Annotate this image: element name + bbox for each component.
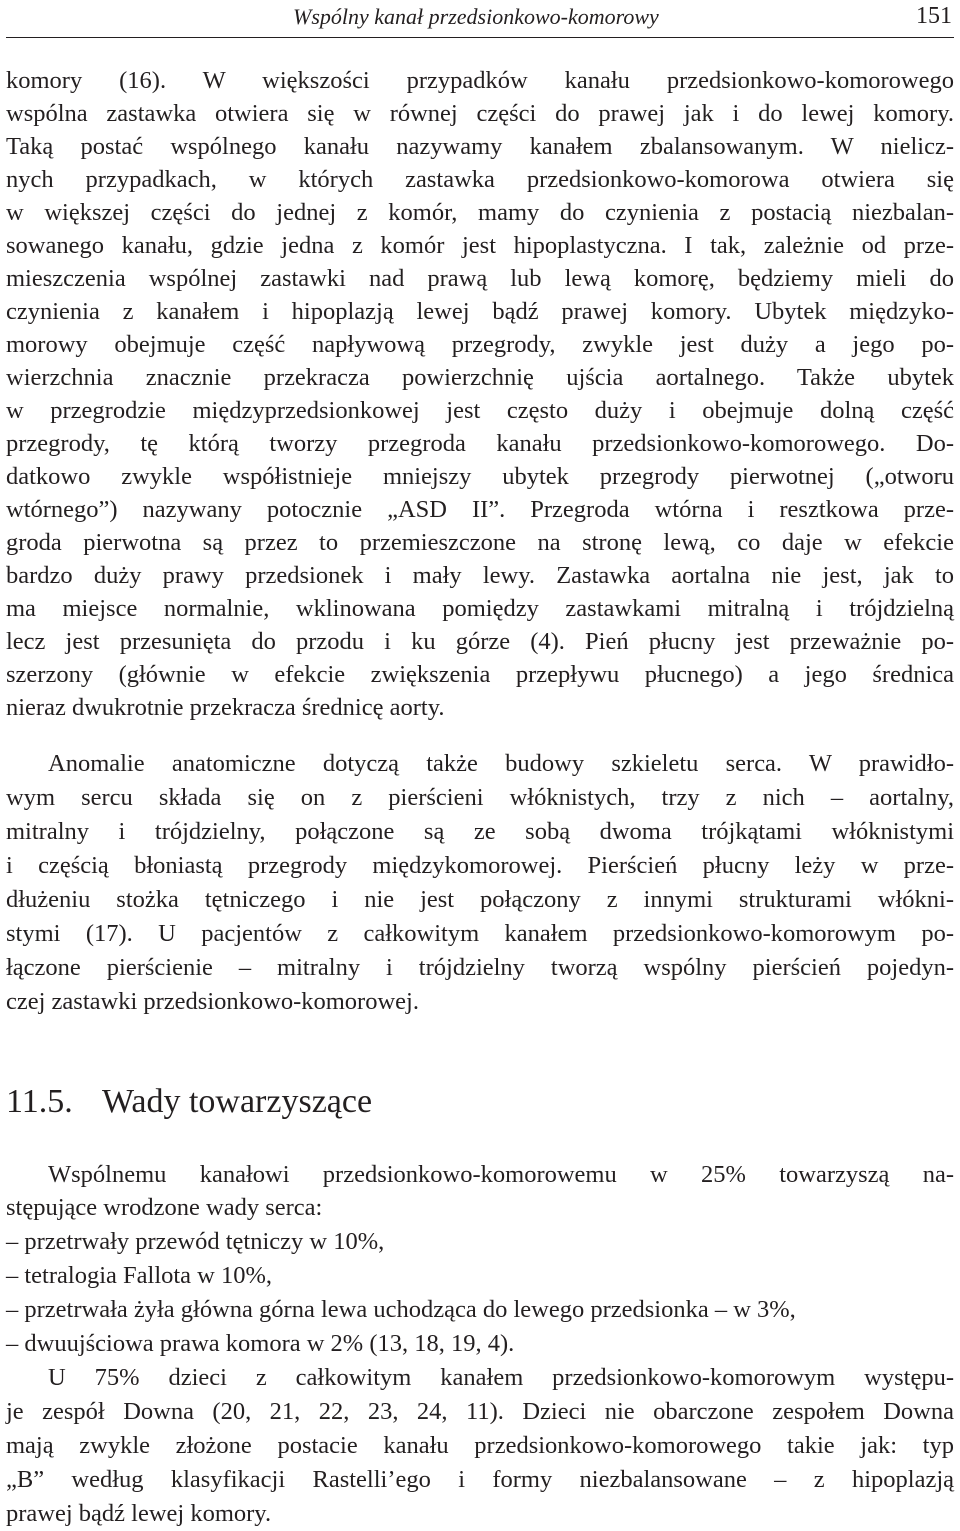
text-line: wspólna zastawka otwiera się w równej części do prawej jak i do lewej komory. bbox=[6, 100, 954, 127]
text-line: nieraz dwukrotnie przekracza średnicę aorty. bbox=[6, 694, 445, 721]
text-line: dłużeniu stożka tętniczego i nie jest połączony z innymi strukturami włókni- bbox=[6, 886, 954, 913]
text-line: sowanego kanału, gdzie jedna z komór jest hipoplastyczna. I tak, zależnie od prze- bbox=[6, 232, 954, 259]
text-line: mieszczenia wspólnej zastawki nad prawą lub lewą komorę, będziemy mieli do bbox=[6, 265, 954, 292]
section-heading bbox=[6, 1082, 372, 1122]
text-line: wierzchnia znacznie przekracza powierzchnię ujścia aortalnego. Także ubytek bbox=[6, 364, 954, 391]
text-line: wtórnego”) nazywany potocznie „ASD II”. Przegroda wtórna i resztkowa prze- bbox=[6, 496, 954, 523]
text-line: Anomalie anatomiczne dotyczą także budowy szkieletu serca. W prawidło- bbox=[48, 750, 954, 777]
text-line: stymi (17). U pacjentów z całkowitym kanałem przedsionkowo-komorowym po- bbox=[6, 920, 954, 947]
text-line: U 75% dzieci z całkowitym kanałem przedsionkowo-komorowym występu- bbox=[48, 1364, 954, 1391]
text-line: przegrody, tę którą tworzy przegroda kanału przedsionkowo-komorowego. Do- bbox=[6, 430, 954, 457]
text-line: nych przypadkach, w których zastawka przedsionkowo-komorowa otwiera się bbox=[6, 166, 954, 193]
list-item: – dwuujściowa prawa komora w 2% (13, 18, 19, 4). bbox=[6, 1330, 515, 1357]
list-item: – tetralogia Fallota w 10%, bbox=[6, 1262, 273, 1289]
text-line: prawej bądź lewej komory. bbox=[6, 1500, 272, 1527]
text-line: czej zastawki przedsionkowo-komorowej. bbox=[6, 988, 419, 1015]
text-line: stępujące wrodzone wady serca: bbox=[6, 1194, 323, 1221]
text-line: morowy obejmuje część napływową przegrody, zwykle jest duży a jego po- bbox=[6, 331, 954, 358]
text-line: groda pierwotna są przez to przemieszczone na stronę lewą, co daje w efekcie bbox=[6, 529, 954, 556]
running-title: Wspólny kanał przedsionkowo-komorowy bbox=[293, 4, 659, 29]
header-rule bbox=[6, 37, 954, 38]
text-line: „B” według klasyfikacji Rastelli’ego i formy niezbalansowane – z hipoplazją bbox=[6, 1466, 954, 1493]
page-number: 151 bbox=[916, 3, 952, 29]
text-line: Wspólnemu kanałowi przedsionkowo-komorowemu w 25% towarzyszą na- bbox=[48, 1161, 954, 1188]
running-header bbox=[6, 0, 954, 38]
text-line: mitralny i trójdzielny, połączone są ze sobą dwoma trójkątami włóknistymi bbox=[6, 818, 954, 845]
text-line: Taką postać wspólnego kanału nazywamy kanałem zbalansowanym. W nielicz- bbox=[6, 133, 954, 160]
text-line: czynienia z kanałem i hipoplazją lewej bądź prawej komory. Ubytek międzyko- bbox=[6, 298, 954, 325]
text-line: szerzony (głównie w efekcie zwiększenia przepływu płucnego) a jego średnica bbox=[6, 661, 954, 688]
text-line: datkowo zwykle współistnieje mniejszy ubytek przegrody pierwotnej („otworu bbox=[6, 463, 954, 490]
text-line: lecz jest przesunięta do przodu i ku górze (4). Pień płucny jest przeważnie po- bbox=[6, 628, 954, 655]
list-item: – przetrwały przewód tętniczy w 10%, bbox=[6, 1228, 385, 1255]
list-item: – przetrwała żyła główna górna lewa uchodząca do lewego przedsionka – w 3%, bbox=[6, 1296, 796, 1323]
text-line: bardzo duży prawy przedsionek i mały lewy. Zastawka aortalna nie jest, jak to bbox=[6, 562, 954, 589]
section-number: 11.5. bbox=[6, 1083, 73, 1120]
text-line: komory (16). W większości przypadków kanału przedsionkowo-komorowego bbox=[6, 67, 954, 94]
text-line: wym sercu składa się on z pierścieni włóknistych, trzy z nich – aortalny, bbox=[6, 784, 954, 811]
text-line: i częścią błoniastą przegrody międzykomorowej. Pierścień płucny leży w prze- bbox=[6, 852, 954, 879]
text-line: ma miejsce normalnie, wklinowana pomiędzy zastawkami mitralną i trójdzielną bbox=[6, 595, 954, 622]
text-line: mają zwykle złożone postacie kanału przedsionkowo-komorowego takie jak: typ bbox=[6, 1432, 954, 1459]
text-line: w przegrodzie międzyprzedsionkowej jest często duży i obejmuje dolną część bbox=[6, 397, 954, 424]
text-line: łączone pierścienie – mitralny i trójdzielny tworzą wspólny pierścień pojedyn- bbox=[6, 954, 954, 981]
text-line: w większej części do jednej z komór, mamy do czynienia z postacią niezbalan- bbox=[6, 199, 954, 226]
section-title: Wady towarzyszące bbox=[102, 1083, 373, 1120]
text-line: je zespół Downa (20, 21, 22, 23, 24, 11). Dzieci nie obarczone zespołem Downa bbox=[6, 1398, 954, 1425]
